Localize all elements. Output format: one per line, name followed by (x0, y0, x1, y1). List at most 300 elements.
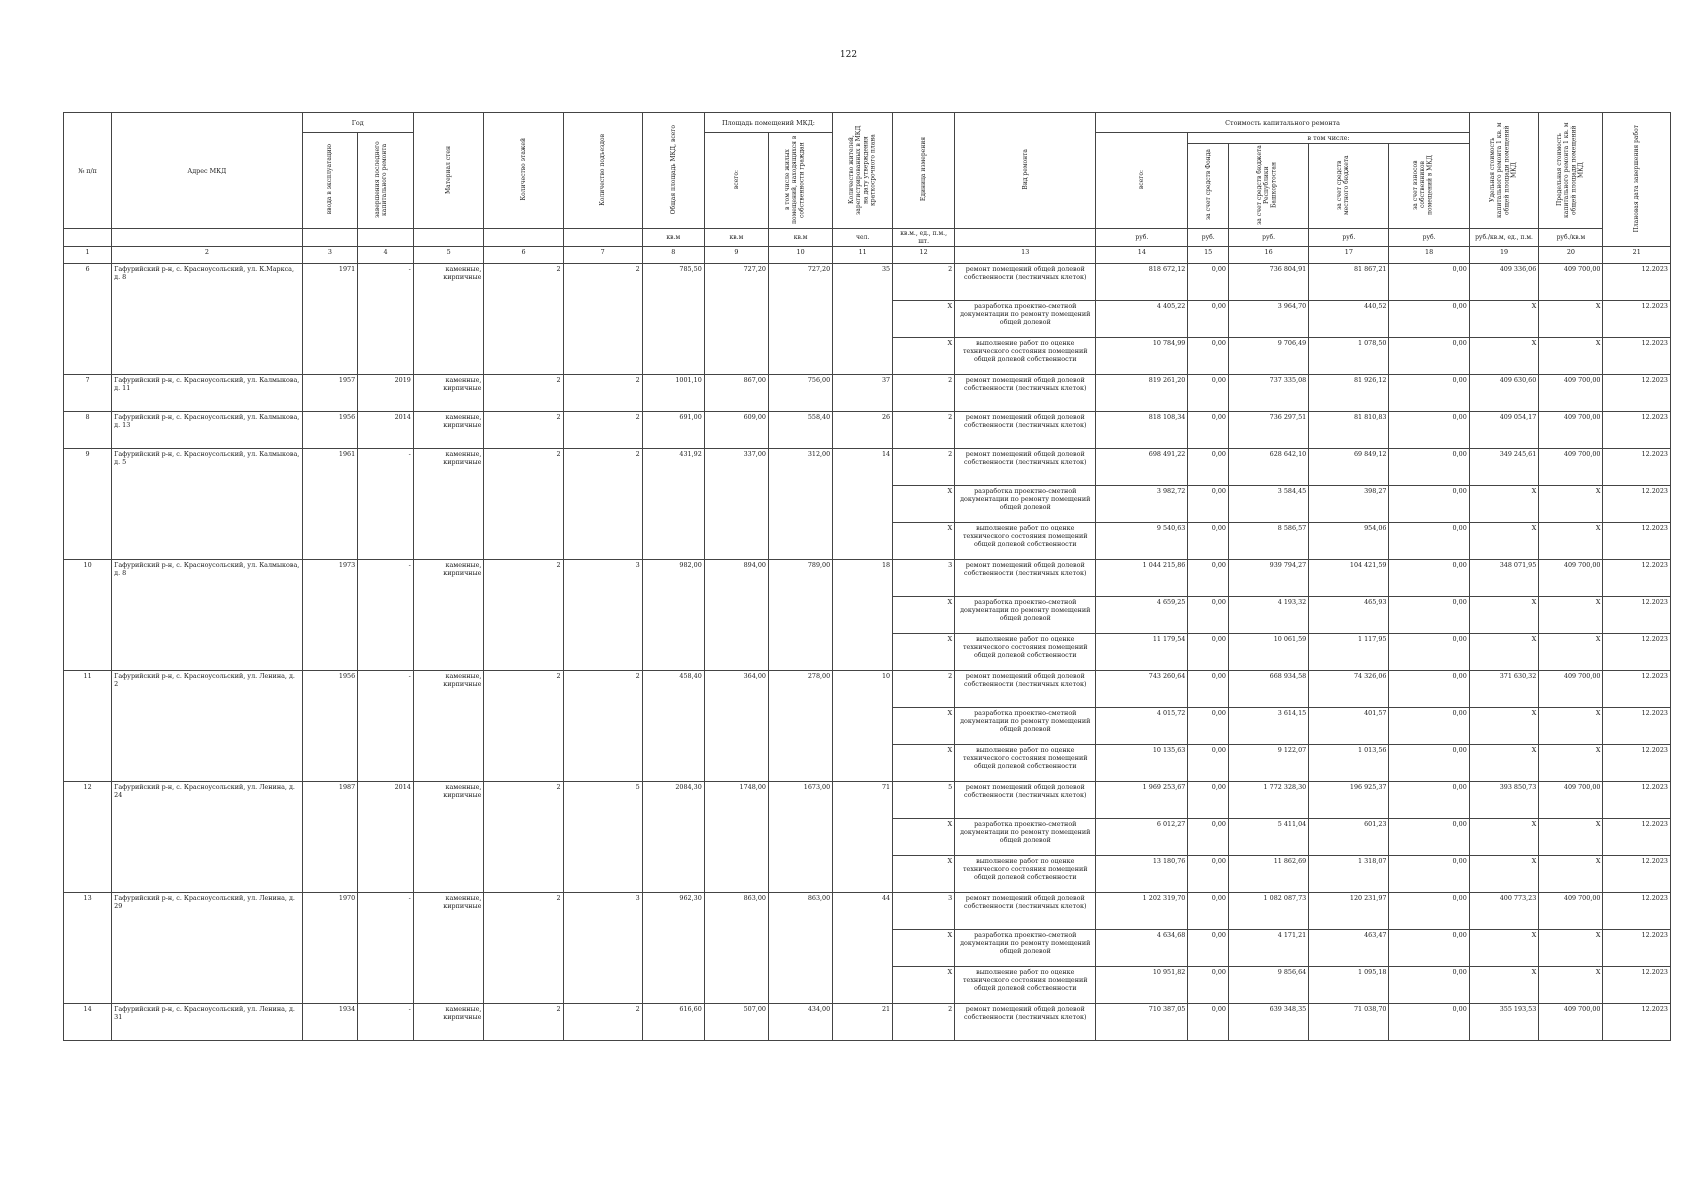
cost-owners: 0,00 (1389, 597, 1469, 634)
house-address: Гафурийский р-н, с. Красноусольский, ул. Калмыкова, д. 5 (112, 449, 302, 560)
cost-total: 818 108,34 (1096, 412, 1188, 449)
unit-cost: X (1469, 930, 1539, 967)
header-address: Адрес МКД (112, 113, 302, 229)
cost-owners: 0,00 (1389, 745, 1469, 782)
header-max-cost: Предельная стоимость капитального ремонта 1 кв. м общей площади помещений МКД (1539, 113, 1603, 229)
max-cost: 409 700,00 (1539, 1004, 1603, 1041)
cost-fund: 0,00 (1188, 597, 1229, 634)
wall-material: каменные, кирпичные (413, 412, 484, 449)
cost-local-budget: 1 078,50 (1309, 338, 1389, 375)
floors-count: 2 (484, 893, 563, 1004)
residents-count: 35 (833, 264, 893, 375)
table-row (64, 412, 1671, 449)
cost-local-budget: 71 038,70 (1309, 1004, 1389, 1041)
work-type: ремонт помещений общей долевой собственности (лестничных клеток) (955, 375, 1096, 412)
residential-area: 727,20 (768, 264, 832, 375)
table-row (64, 671, 1671, 708)
work-unit: 3 (893, 560, 955, 597)
column-number: 9 (704, 247, 768, 264)
cost-rb-budget: 639 348,35 (1229, 1004, 1309, 1041)
unit-cost: X (1469, 745, 1539, 782)
year-commission: 1970 (302, 893, 358, 1004)
residents-count: 26 (833, 412, 893, 449)
total-area: 2084,30 (642, 782, 704, 893)
year-last-repair: - (358, 893, 414, 1004)
column-number: 10 (768, 247, 832, 264)
year-last-repair: - (358, 671, 414, 782)
deadline-date: 12.2023 (1603, 671, 1671, 708)
cost-owners: 0,00 (1389, 560, 1469, 597)
unit-cost: 409 054,17 (1469, 412, 1539, 449)
year-last-repair: 2014 (358, 412, 414, 449)
residents-count: 44 (833, 893, 893, 1004)
unit-cost: 348 071,95 (1469, 560, 1539, 597)
cost-rb-budget: 1 772 328,30 (1229, 782, 1309, 819)
residents-count: 18 (833, 560, 893, 671)
header-year-last-repair: завершения последнего капитального ремонта (358, 133, 414, 229)
unit-fund: руб. (1188, 229, 1229, 247)
entrances-count: 3 (563, 893, 642, 1004)
cost-owners: 0,00 (1389, 412, 1469, 449)
cost-owners: 0,00 (1389, 486, 1469, 523)
cost-rb-budget: 5 411,04 (1229, 819, 1309, 856)
unit-premises-residential: кв.м (768, 229, 832, 247)
cost-local-budget: 74 326,06 (1309, 671, 1389, 708)
cost-total: 1 202 319,70 (1096, 893, 1188, 930)
cost-owners: 0,00 (1389, 301, 1469, 338)
table-row (64, 893, 1671, 930)
column-number: 7 (563, 247, 642, 264)
total-area: 785,50 (642, 264, 704, 375)
entrances-count: 3 (563, 560, 642, 671)
column-number: 16 (1229, 247, 1309, 264)
wall-material: каменные, кирпичные (413, 375, 484, 412)
cost-local-budget: 601,23 (1309, 819, 1389, 856)
work-type: разработка проектно-сметной документации по ремонту помещений общей долевой (955, 486, 1096, 523)
unit-owners: руб. (1389, 229, 1469, 247)
house-address: Гафурийский р-н, с. Красноусольский, ул. К.Маркса, д. 8 (112, 264, 302, 375)
cost-owners: 0,00 (1389, 375, 1469, 412)
column-number: 1 (64, 247, 112, 264)
cost-rb-budget: 3 584,45 (1229, 486, 1309, 523)
residential-area: 789,00 (768, 560, 832, 671)
work-unit: X (893, 597, 955, 634)
header-unit-cost: Удельная стоимость капитального ремонта 1 кв. м общей площади помещений МКД (1469, 113, 1539, 229)
deadline-date: 12.2023 (1603, 745, 1671, 782)
work-type: разработка проектно-сметной документации по ремонту помещений общей долевой (955, 301, 1096, 338)
row-number: 9 (64, 449, 112, 560)
residential-area: 278,00 (768, 671, 832, 782)
table-row (64, 375, 1671, 412)
total-area: 691,00 (642, 412, 704, 449)
max-cost: X (1539, 634, 1603, 671)
cost-total: 3 982,72 (1096, 486, 1188, 523)
max-cost: X (1539, 967, 1603, 1004)
unit-cost: X (1469, 634, 1539, 671)
header-premises-total: всего: (704, 133, 768, 229)
cost-fund: 0,00 (1188, 301, 1229, 338)
header-premises: Площадь помещений МКД: (704, 113, 832, 133)
cost-rb-budget: 736 297,51 (1229, 412, 1309, 449)
header-incl: в том числе: (1188, 133, 1469, 144)
unit-cost: X (1469, 967, 1539, 1004)
unit-cost: 371 630,32 (1469, 671, 1539, 708)
work-type: разработка проектно-сметной документации по ремонту помещений общей долевой (955, 708, 1096, 745)
unit-cost: X (1469, 819, 1539, 856)
deadline-date: 12.2023 (1603, 597, 1671, 634)
cost-total: 9 540,63 (1096, 523, 1188, 560)
cost-owners: 0,00 (1389, 671, 1469, 708)
column-number: 18 (1389, 247, 1469, 264)
row-number: 11 (64, 671, 112, 782)
premises-area: 609,00 (704, 412, 768, 449)
wall-material: каменные, кирпичные (413, 1004, 484, 1041)
cost-rb-budget: 9 706,49 (1229, 338, 1309, 375)
column-number: 2 (112, 247, 302, 264)
deadline-date: 12.2023 (1603, 930, 1671, 967)
cost-fund: 0,00 (1188, 745, 1229, 782)
cost-total: 6 012,27 (1096, 819, 1188, 856)
year-commission: 1934 (302, 1004, 358, 1041)
unit-unit: кв.м., ед., п.м., шт. (893, 229, 955, 247)
unit-cost: X (1469, 523, 1539, 560)
cost-fund: 0,00 (1188, 375, 1229, 412)
total-area: 616,60 (642, 1004, 704, 1041)
cost-local-budget: 463,47 (1309, 930, 1389, 967)
entrances-count: 2 (563, 264, 642, 375)
unit-cost: X (1469, 597, 1539, 634)
total-area: 431,92 (642, 449, 704, 560)
row-number: 6 (64, 264, 112, 375)
cost-local-budget: 81 810,83 (1309, 412, 1389, 449)
cost-fund: 0,00 (1188, 1004, 1229, 1041)
cost-total: 10 951,82 (1096, 967, 1188, 1004)
house-address: Гафурийский р-н, с. Красноусольский, ул. Калмыкова, д. 11 (112, 375, 302, 412)
cost-owners: 0,00 (1389, 449, 1469, 486)
max-cost: X (1539, 745, 1603, 782)
work-unit: X (893, 930, 955, 967)
cost-local-budget: 196 925,37 (1309, 782, 1389, 819)
cost-fund: 0,00 (1188, 671, 1229, 708)
cost-rb-budget: 939 794,27 (1229, 560, 1309, 597)
cost-total: 1 044 215,86 (1096, 560, 1188, 597)
work-unit: X (893, 819, 955, 856)
house-address: Гафурийский р-н, с. Красноусольский, ул. Калмыкова, д. 13 (112, 412, 302, 449)
work-unit: 2 (893, 412, 955, 449)
work-type: разработка проектно-сметной документации по ремонту помещений общей долевой (955, 597, 1096, 634)
max-cost: X (1539, 708, 1603, 745)
work-type: разработка проектно-сметной документации по ремонту помещений общей долевой (955, 930, 1096, 967)
cost-owners: 0,00 (1389, 634, 1469, 671)
deadline-date: 12.2023 (1603, 301, 1671, 338)
premises-area: 867,00 (704, 375, 768, 412)
deadline-date: 12.2023 (1603, 856, 1671, 893)
max-cost: X (1539, 338, 1603, 375)
entrances-count: 2 (563, 671, 642, 782)
deadline-date: 12.2023 (1603, 486, 1671, 523)
work-type: разработка проектно-сметной документации по ремонту помещений общей долевой (955, 819, 1096, 856)
cost-rb-budget: 8 586,57 (1229, 523, 1309, 560)
column-number: 3 (302, 247, 358, 264)
cost-local-budget: 1 095,18 (1309, 967, 1389, 1004)
cost-fund: 0,00 (1188, 264, 1229, 301)
cost-fund: 0,00 (1188, 819, 1229, 856)
cost-rb-budget: 9 122,07 (1229, 745, 1309, 782)
work-type: выполнение работ по оценке технического состояния помещений общей долевой собственности (955, 856, 1096, 893)
residential-area: 434,00 (768, 1004, 832, 1041)
year-last-repair: - (358, 449, 414, 560)
year-commission: 1971 (302, 264, 358, 375)
cost-rb-budget: 4 171,21 (1229, 930, 1309, 967)
cost-owners: 0,00 (1389, 893, 1469, 930)
column-number: 14 (1096, 247, 1188, 264)
work-type: выполнение работ по оценке технического состояния помещений общей долевой собственности (955, 634, 1096, 671)
premises-area: 894,00 (704, 560, 768, 671)
unit-cost: X (1469, 708, 1539, 745)
cost-total: 1 969 253,67 (1096, 782, 1188, 819)
header-year-commission: ввода в эксплуатацию (302, 133, 358, 229)
cost-total: 10 784,99 (1096, 338, 1188, 375)
max-cost: X (1539, 523, 1603, 560)
column-number: 6 (484, 247, 563, 264)
total-area: 1001,10 (642, 375, 704, 412)
work-type: выполнение работ по оценке технического состояния помещений общей долевой собственности (955, 523, 1096, 560)
residents-count: 71 (833, 782, 893, 893)
cost-rb-budget: 1 082 087,73 (1229, 893, 1309, 930)
cost-rb-budget: 11 862,69 (1229, 856, 1309, 893)
table-row (64, 1004, 1671, 1041)
cost-owners: 0,00 (1389, 338, 1469, 375)
year-commission: 1957 (302, 375, 358, 412)
table-row (64, 782, 1671, 819)
residential-area: 1673,00 (768, 782, 832, 893)
cost-rb-budget: 10 061,59 (1229, 634, 1309, 671)
work-type: выполнение работ по оценке технического состояния помещений общей долевой собственности (955, 967, 1096, 1004)
max-cost: X (1539, 819, 1603, 856)
deadline-date: 12.2023 (1603, 708, 1671, 745)
cost-total: 819 261,20 (1096, 375, 1188, 412)
column-numbers-row (64, 247, 1671, 264)
cost-rb-budget: 668 934,58 (1229, 671, 1309, 708)
cost-rb-budget: 9 856,64 (1229, 967, 1309, 1004)
deadline-date: 12.2023 (1603, 967, 1671, 1004)
year-last-repair: 2014 (358, 782, 414, 893)
header-entrances: Количество подъездов (563, 113, 642, 229)
deadline-date: 12.2023 (1603, 264, 1671, 301)
unit-cost: 349 245,61 (1469, 449, 1539, 486)
cost-total: 11 179,54 (1096, 634, 1188, 671)
cost-rb-budget: 4 193,32 (1229, 597, 1309, 634)
entrances-count: 2 (563, 449, 642, 560)
work-type: выполнение работ по оценке технического состояния помещений общей долевой собственности (955, 745, 1096, 782)
unit-cost: 393 850,73 (1469, 782, 1539, 819)
cost-rb-budget: 628 642,10 (1229, 449, 1309, 486)
premises-area: 1748,00 (704, 782, 768, 893)
unit-cost: X (1469, 856, 1539, 893)
row-number: 13 (64, 893, 112, 1004)
header-rb-budget: за счет средств бюджета Республики Башкортостан (1229, 144, 1309, 229)
header-material: Материал стен (413, 113, 484, 229)
header-cost: Стоимость капитального ремонта (1096, 113, 1469, 133)
work-unit: 2 (893, 671, 955, 708)
cost-total: 743 260,64 (1096, 671, 1188, 708)
entrances-count: 2 (563, 412, 642, 449)
cost-rb-budget: 3 964,70 (1229, 301, 1309, 338)
table-row (64, 264, 1671, 301)
work-unit: X (893, 486, 955, 523)
unit-local: руб. (1309, 229, 1389, 247)
max-cost: 409 700,00 (1539, 375, 1603, 412)
unit-total-area: кв.м (642, 229, 704, 247)
cost-local-budget: 1 117,95 (1309, 634, 1389, 671)
cost-rb-budget: 736 804,91 (1229, 264, 1309, 301)
column-number: 17 (1309, 247, 1389, 264)
floors-count: 2 (484, 449, 563, 560)
row-number: 8 (64, 412, 112, 449)
year-last-repair: - (358, 264, 414, 375)
cost-owners: 0,00 (1389, 264, 1469, 301)
work-type: выполнение работ по оценке технического состояния помещений общей долевой собственности (955, 338, 1096, 375)
cost-local-budget: 104 421,59 (1309, 560, 1389, 597)
work-type: ремонт помещений общей долевой собственности (лестничных клеток) (955, 412, 1096, 449)
work-type: ремонт помещений общей долевой собственности (лестничных клеток) (955, 560, 1096, 597)
work-unit: X (893, 338, 955, 375)
entrances-count: 2 (563, 375, 642, 412)
cost-local-budget: 1 318,07 (1309, 856, 1389, 893)
cost-owners: 0,00 (1389, 1004, 1469, 1041)
residents-count: 21 (833, 1004, 893, 1041)
column-number: 20 (1539, 247, 1603, 264)
wall-material: каменные, кирпичные (413, 560, 484, 671)
cost-local-budget: 465,93 (1309, 597, 1389, 634)
work-unit: X (893, 856, 955, 893)
house-address: Гафурийский р-н, с. Красноусольский, ул. Калмыкова, д. 8 (112, 560, 302, 671)
row-number: 10 (64, 560, 112, 671)
header-year: Год (302, 113, 413, 133)
cost-fund: 0,00 (1188, 486, 1229, 523)
header-local-budget: за счет средств местного бюджета (1309, 144, 1389, 229)
work-unit: X (893, 301, 955, 338)
cost-fund: 0,00 (1188, 338, 1229, 375)
cost-local-budget: 954,06 (1309, 523, 1389, 560)
residents-count: 37 (833, 375, 893, 412)
work-unit: 2 (893, 1004, 955, 1041)
unit-unit-cost: руб./кв.м, ед., п.м. (1469, 229, 1539, 247)
unit-cost: 355 193,53 (1469, 1004, 1539, 1041)
work-unit: 3 (893, 893, 955, 930)
floors-count: 2 (484, 264, 563, 375)
max-cost: 409 700,00 (1539, 449, 1603, 486)
floors-count: 2 (484, 782, 563, 893)
year-commission: 1956 (302, 412, 358, 449)
cost-local-budget: 81 867,21 (1309, 264, 1389, 301)
residential-area: 863,00 (768, 893, 832, 1004)
header-cost-total: всего: (1096, 133, 1188, 229)
deadline-date: 12.2023 (1603, 449, 1671, 486)
row-number: 14 (64, 1004, 112, 1041)
entrances-count: 2 (563, 1004, 642, 1041)
cost-rb-budget: 3 614,15 (1229, 708, 1309, 745)
cost-total: 4 634,68 (1096, 930, 1188, 967)
header-fund: за счет средств Фонда (1188, 144, 1229, 229)
year-last-repair: - (358, 1004, 414, 1041)
cost-owners: 0,00 (1389, 819, 1469, 856)
cost-total: 4 015,72 (1096, 708, 1188, 745)
cost-total: 4 405,22 (1096, 301, 1188, 338)
unit-cost: X (1469, 486, 1539, 523)
cost-fund: 0,00 (1188, 412, 1229, 449)
cost-total: 10 135,63 (1096, 745, 1188, 782)
cost-total: 13 180,76 (1096, 856, 1188, 893)
residents-count: 14 (833, 449, 893, 560)
work-type: ремонт помещений общей долевой собственности (лестничных клеток) (955, 893, 1096, 930)
unit-cost: 409 630,60 (1469, 375, 1539, 412)
max-cost: 409 700,00 (1539, 412, 1603, 449)
work-unit: 5 (893, 782, 955, 819)
max-cost: X (1539, 856, 1603, 893)
column-number: 11 (833, 247, 893, 264)
max-cost: 409 700,00 (1539, 671, 1603, 708)
cost-owners: 0,00 (1389, 708, 1469, 745)
header-residents: Количество жителей, зарегистрированных в МКД на дату утверждения краткосрочного плана (833, 113, 893, 229)
max-cost: 409 700,00 (1539, 782, 1603, 819)
unit-max-cost: руб./кв.м (1539, 229, 1603, 247)
column-number: 15 (1188, 247, 1229, 264)
cost-local-budget: 440,52 (1309, 301, 1389, 338)
cost-fund: 0,00 (1188, 967, 1229, 1004)
unit-premises-total: кв.м (704, 229, 768, 247)
wall-material: каменные, кирпичные (413, 893, 484, 1004)
cost-total: 710 387,05 (1096, 1004, 1188, 1041)
header-no: № п/п (64, 113, 112, 229)
row-number: 7 (64, 375, 112, 412)
max-cost: X (1539, 486, 1603, 523)
cost-fund: 0,00 (1188, 560, 1229, 597)
floors-count: 2 (484, 560, 563, 671)
floors-count: 2 (484, 412, 563, 449)
max-cost: X (1539, 930, 1603, 967)
wall-material: каменные, кирпичные (413, 782, 484, 893)
floors-count: 2 (484, 375, 563, 412)
work-unit: 2 (893, 375, 955, 412)
deadline-date: 12.2023 (1603, 893, 1671, 930)
column-number: 4 (358, 247, 414, 264)
header-unit: Единица измерения (893, 113, 955, 229)
total-area: 982,00 (642, 560, 704, 671)
table-row (64, 560, 1671, 597)
residents-count: 10 (833, 671, 893, 782)
cost-fund: 0,00 (1188, 893, 1229, 930)
cost-local-budget: 398,27 (1309, 486, 1389, 523)
deadline-date: 12.2023 (1603, 338, 1671, 375)
residential-area: 756,00 (768, 375, 832, 412)
max-cost: 409 700,00 (1539, 264, 1603, 301)
work-type: ремонт помещений общей долевой собственности (лестничных клеток) (955, 782, 1096, 819)
total-area: 962,30 (642, 893, 704, 1004)
work-unit: 2 (893, 264, 955, 301)
residential-area: 312,00 (768, 449, 832, 560)
cost-owners: 0,00 (1389, 782, 1469, 819)
house-address: Гафурийский р-н, с. Красноусольский, ул. Ленина, д. 29 (112, 893, 302, 1004)
header-owners: за счет взносов собственников помещений в МКД (1389, 144, 1469, 229)
unit-cost: X (1469, 338, 1539, 375)
work-unit: X (893, 745, 955, 782)
premises-area: 727,20 (704, 264, 768, 375)
page-number: 122 (839, 50, 858, 60)
cost-owners: 0,00 (1389, 930, 1469, 967)
total-area: 458,40 (642, 671, 704, 782)
column-number: 8 (642, 247, 704, 264)
